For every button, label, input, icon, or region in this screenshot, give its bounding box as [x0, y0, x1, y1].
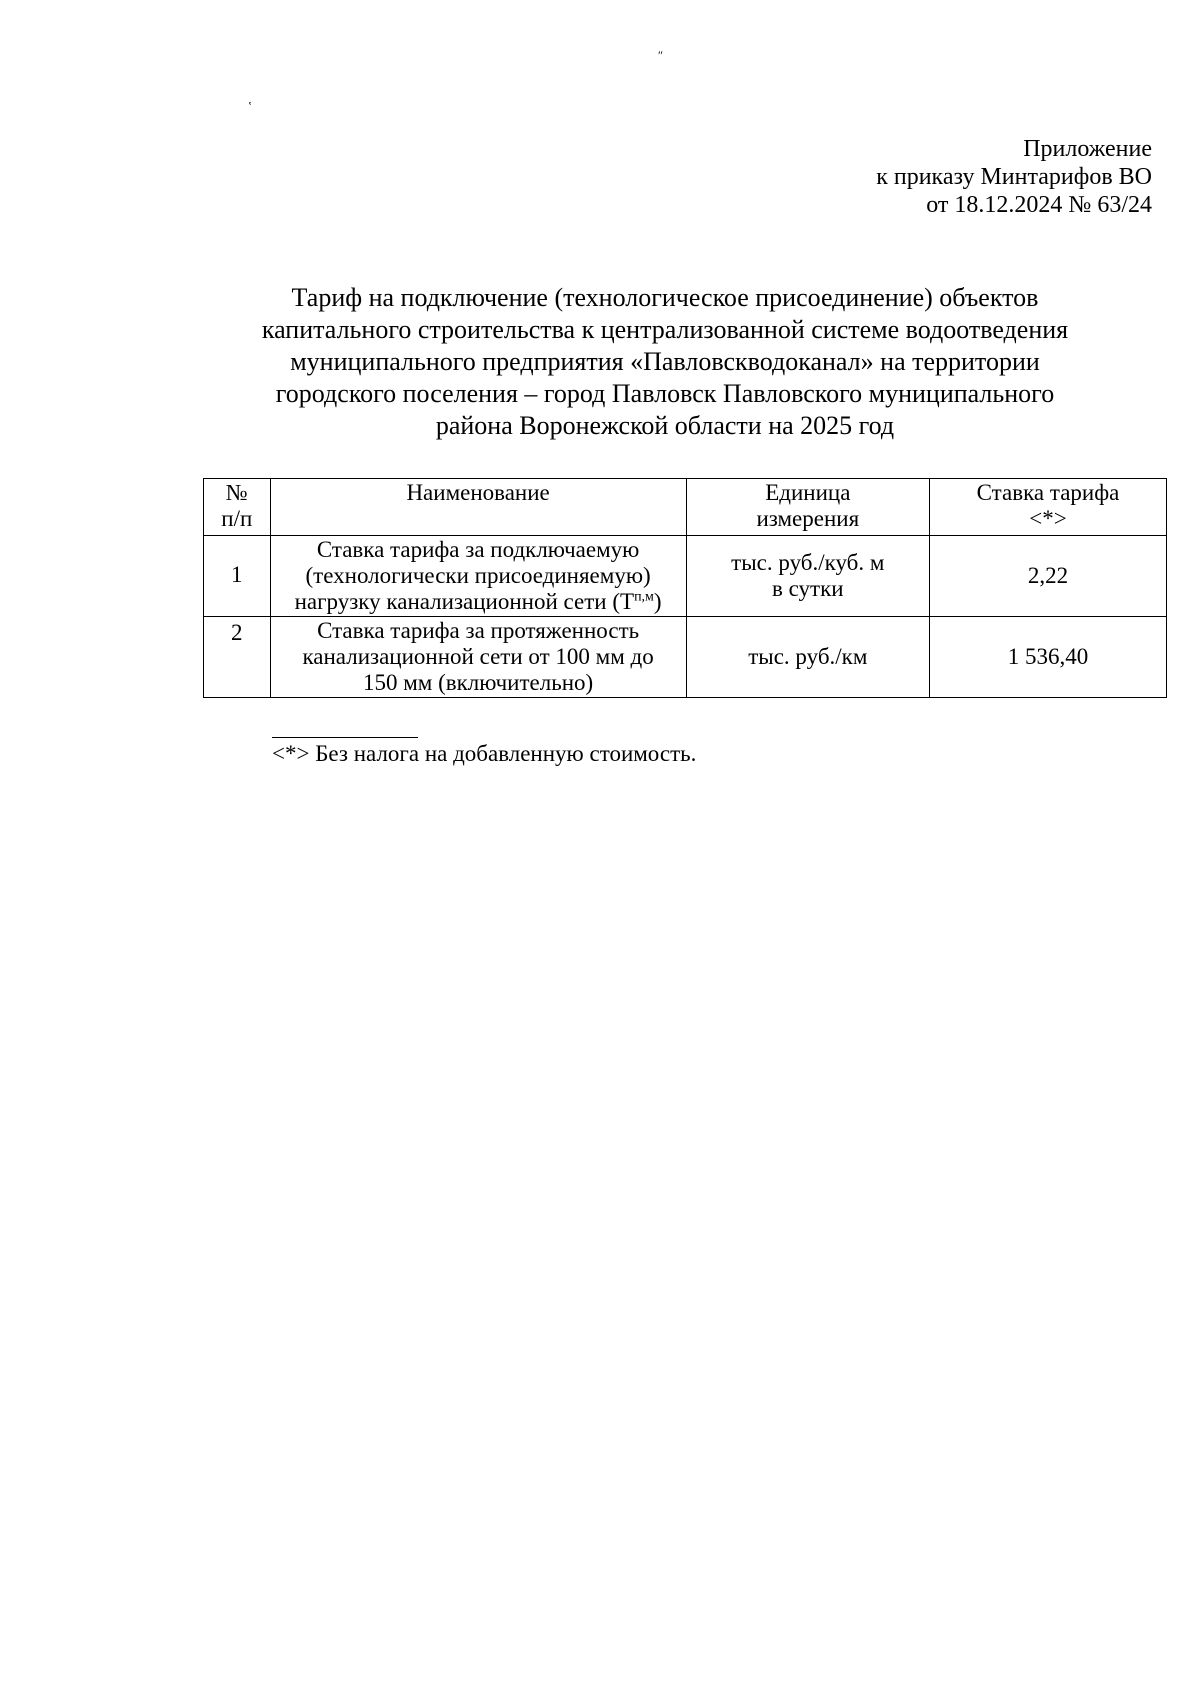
document-title [215, 282, 1115, 442]
row-2-name-line-2: канализационной сети от 100 мм до [302, 644, 654, 669]
header-num [204, 479, 271, 536]
header-unit [686, 479, 929, 536]
title-line-4: городского поселения – город Павловск Павловского муниципального [275, 379, 1055, 408]
tariff-table [203, 478, 1167, 698]
row-1-name-line-1: Ставка тарифа за подключаемую [316, 537, 640, 562]
title-line-1: Тариф на подключение (технологическое присоединение) объектов [291, 283, 1039, 312]
row-1-unit-line-1: тыс. руб./куб. м [731, 550, 885, 575]
header-unit-line-1: Единица [765, 480, 851, 505]
header-name [270, 479, 686, 536]
row-2-unit: тыс. руб./км [686, 617, 929, 698]
header-name-text: Наименование [406, 480, 550, 505]
scan-mark-top: ″ [658, 48, 663, 62]
appendix-line-2: к приказу Минтарифов ВО [876, 164, 1152, 190]
row-2-name-line-1: Ставка тарифа за протяженность [317, 618, 640, 643]
table-header-row [204, 479, 1167, 536]
appendix-header [876, 135, 1152, 219]
row-1-name-line-3-text: нагрузку канализационной сети (Т [294, 589, 635, 614]
row-1-name-superscript: п,м [634, 589, 654, 605]
header-num-line-2: п/п [221, 506, 253, 531]
footnote-divider [272, 737, 418, 738]
row-1-name-tail: ) [653, 589, 662, 614]
title-line-5: района Воронежской области на 2025 год [435, 411, 895, 440]
header-unit-line-2: измерения [756, 506, 860, 531]
row-1-unit [686, 536, 929, 617]
table-row [204, 617, 1167, 698]
row-1-name [270, 536, 686, 617]
row-2-num: 2 [204, 617, 271, 698]
title-line-3: муниципального предприятия «Павловскводоканал» на территории [290, 347, 1040, 376]
row-2-name-line-3: 150 мм (включительно) [363, 670, 594, 695]
scan-mark-left: ʽ [248, 99, 252, 113]
appendix-line-1: Приложение [1023, 136, 1152, 162]
row-1-num: 1 [204, 536, 271, 617]
appendix-line-3: от 18.12.2024 № 63/24 [926, 192, 1152, 218]
header-rate-line-1: Ставка тарифа [976, 480, 1120, 505]
footnote: <*> Без налога на добавленную стоимость. [272, 741, 697, 766]
row-1-rate: 2,22 [929, 536, 1166, 617]
row-1-unit-line-2: в сутки [772, 576, 844, 601]
table-row [204, 536, 1167, 617]
row-2-rate: 1 536,40 [929, 617, 1166, 698]
header-rate-line-2: <*> [1029, 506, 1067, 531]
header-rate [929, 479, 1166, 536]
header-num-line-1: № [225, 480, 248, 505]
title-line-2: капитального строительства к централизованной системе водоотведения [261, 315, 1069, 344]
row-1-name-line-3 [275, 589, 682, 615]
row-1-name-line-2: (технологически присоединяемую) [305, 563, 651, 588]
row-2-name [270, 617, 686, 698]
